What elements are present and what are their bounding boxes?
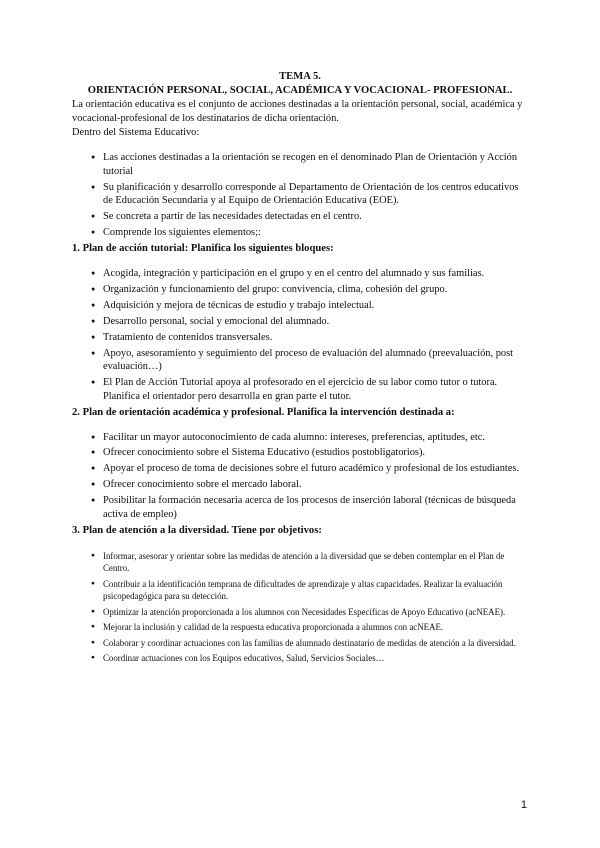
list-item: ● Su planificación y desarrollo corresponde al Departamento de Orientación de los centros educativos de Educación Secundaria y al Equipo de Orientación Educativa (EOE).: [87, 181, 528, 208]
list-item: ● Optimizar la atención proporcionada a los alumnos con Necesidades Específicas de Apoyo Educativo (acNEAE).: [87, 606, 528, 618]
title-line-1: TEMA 5.: [279, 71, 321, 82]
diversity-plan-list: [87, 550, 528, 665]
within-system-paragraph: Dentro del Sistema Educativo:: [72, 126, 200, 138]
list-item: ● Acogida, integración y participación en el grupo y en el centro del alumnado y sus familias.: [87, 267, 528, 281]
list-item: ● Informar, asesorar y orientar sobre las medidas de atención a la diversidad que se deben contemplar en el Plan de Centro.: [87, 550, 528, 575]
list-item: ● Mejorar la inclusión y calidad de la respuesta educativa proporcionada a alumnos con acNEAE.: [87, 621, 528, 633]
list-item: ● Posibilitar la formación necesaria acerca de los procesos de inserción laboral (técnicas de búsqueda activa de empleo): [87, 494, 528, 521]
list-item: ● Las acciones destinadas a la orientación se recogen en el denominado Plan de Orientación y Acción tutorial: [87, 151, 528, 178]
page-number: 1: [520, 799, 527, 811]
document-page: [72, 70, 528, 668]
academic-plan-list: [87, 431, 528, 522]
list-item: ● Tratamiento de contenidos transversales.: [87, 331, 528, 345]
list-item: ● Desarrollo personal, social y emocional del alumnado.: [87, 315, 528, 329]
list-item: ● Apoyo, asesoramiento y seguimiento del proceso de evaluación del alumnado (preevaluación, post evaluación…): [87, 347, 528, 374]
list-item: ● Organización y funcionamiento del grupo: convivencia, clima, cohesión del grupo.: [87, 283, 528, 297]
section-heading-tutorial-plan: 1. Plan de acción tutorial: Planifica los siguientes bloques:: [72, 243, 334, 255]
list-item: ● Contribuir a la identificación temprana de dificultades de aprendizaje y altas capacidades. Realizar la evaluación psicopedagógica para su detección.: [87, 578, 528, 603]
list-item: ● Facilitar un mayor autoconocimiento de cada alumno: intereses, preferencias, aptitudes, etc.: [87, 431, 528, 445]
general-points-list: [87, 151, 528, 239]
section-heading-academic-plan: 2. Plan de orientación académica y profesional. Planifica la intervención destinada a:: [72, 406, 455, 418]
title-line-2: ORIENTACIÓN PERSONAL, SOCIAL, ACADÉMICA Y VOCACIONAL- PROFESIONAL.: [87, 85, 513, 96]
list-item: ● Comprende los siguientes elementos;:: [87, 226, 528, 240]
list-item: ● Colaborar y coordinar actuaciones con las familias de alumnado destinatario de medidas de atención a la diversidad.: [87, 637, 528, 649]
list-item: ● Apoyar el proceso de toma de decisiones sobre el futuro académico y profesional de los estudiantes.: [87, 462, 528, 476]
tutorial-plan-list: [87, 267, 528, 403]
list-item: ● Ofrecer conocimiento sobre el Sistema Educativo (estudios postobligatorios).: [87, 446, 528, 460]
list-item: ● Se concreta a partir de las necesidades detectadas en el centro.: [87, 210, 528, 224]
section-heading-diversity-plan: 3. Plan de atención a la diversidad. Tiene por objetivos:: [72, 524, 322, 536]
list-item: ● Coordinar actuaciones con los Equipos educativos, Salud, Servicios Sociales…: [87, 652, 528, 664]
list-item: ● El Plan de Acción Tutorial apoya al profesorado en el ejercicio de su labor como tutor o tutora. Planifica el orientador pero desarrolla en gran parte el tutor.: [87, 376, 528, 403]
intro-paragraph: La orientación educativa es el conjunto de acciones destinadas a la orientación personal, social, académica y vocacional-profesional de los destinatarios de dicha orientación.: [72, 99, 523, 124]
list-item: ● Ofrecer conocimiento sobre el mercado laboral.: [87, 478, 528, 492]
document-title: [72, 70, 528, 98]
list-item: ● Adquisición y mejora de técnicas de estudio y trabajo intelectual.: [87, 299, 528, 313]
